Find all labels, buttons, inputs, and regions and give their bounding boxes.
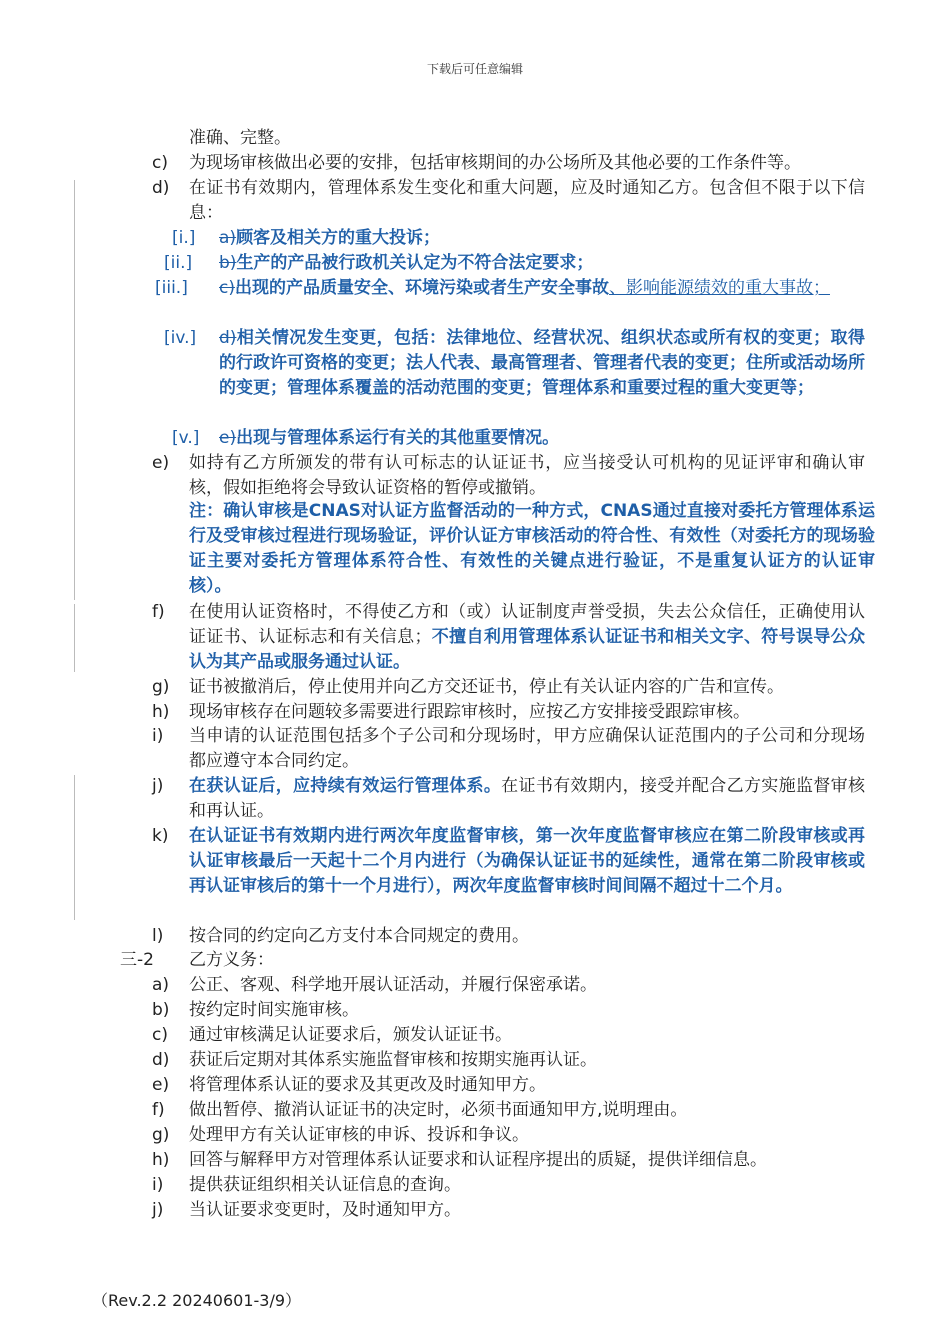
item-text: 通过审核满足认证要求后，颁发认证证书。 (189, 1025, 512, 1045)
deleted-label: e) (219, 428, 237, 448)
item-text-plain: 在证书有效期内，接受并配合乙方实施监督审核和再认证。 (189, 776, 866, 821)
sub-item (219, 276, 865, 301)
item-text: 如持有乙方所颁发的带有认可标志的认证证书，应当接受认可机构的见证评审和确认审核，假如拒绝将会导致认证资格的暂停或撤销。 (189, 453, 865, 498)
item-label: a) (152, 975, 170, 995)
item-text-plain: 在使用认证资格时，不得使乙方和（或）认证制度声誉受损，失去公众信任，正确使用认证证书、认证标志和有关信息； (189, 602, 865, 647)
sub-item-text: 出现的产品质量安全、环境污染或者生产安全事故 (234, 278, 609, 298)
deleted-label: c) (219, 278, 235, 298)
item-text: 提供获证组织相关认证信息的查询。 (189, 1175, 461, 1195)
deleted-label: d) (219, 328, 237, 348)
item-text: 为现场审核做出必要的安排，包括审核期间的办公场所及其他必要的工作条件等。 (189, 153, 801, 173)
item-label: j) (152, 1200, 164, 1220)
sub-item (219, 426, 869, 451)
change-bar (74, 775, 75, 920)
item-label: f) (152, 1100, 165, 1120)
item-text: 在认证证书有效期内进行两次年度监督审核，第一次年度监督审核应在第二阶段审核或再认证审核最后一天起十二个月内进行（为确保认证证书的延续性，通常在第二阶段审核或再认证审核后的第十一个月进行），两次年度监督审核时间间隔不超过十二个月。 (189, 826, 865, 896)
item-text-blue: 在获认证后，应持续有效运行管理体系。 (189, 776, 502, 796)
item-label: b) (152, 1000, 170, 1020)
item-text: 证书被撤消后，停止使用并向乙方交还证书，停止有关认证内容的广告和宣传。 (189, 677, 784, 697)
item-label: c) (152, 1025, 168, 1045)
item-label: i) (152, 1175, 164, 1195)
item-text: 回答与解释甲方对管理体系认证要求和认证程序提出的质疑，提供详细信息。 (189, 1150, 767, 1170)
item-label: g) (152, 1125, 170, 1145)
item-text (189, 600, 865, 675)
note-text: 注：确认审核是CNAS对认证方监督活动的一种方式，CNAS通过直接对委托方管理体系运行及受审核过程进行现场验证，评价认证方审核活动的符合性、有效性（对委托方的现场验证主要对委托方管理体系符合性、有效性的关键点进行验证，不是重复认证方的认证审核）。 (189, 501, 875, 596)
continuation-text: 准确、完整。 (189, 128, 291, 148)
change-bar (74, 180, 75, 600)
item-label: e) (152, 1075, 170, 1095)
sub-item (219, 226, 869, 251)
item-label: f) (152, 602, 165, 622)
item-label: i) (152, 726, 164, 746)
item-label: d) (152, 1050, 170, 1070)
sub-item-text: 出现与管理体系运行有关的其他重要情况。 (236, 428, 560, 448)
item-label: j) (152, 776, 164, 796)
item-text: 现场审核存在问题较多需要进行跟踪审核时，应按乙方安排接受跟踪审核。 (189, 702, 750, 722)
sub-item (219, 251, 869, 276)
item-label: g) (152, 677, 170, 697)
page-footer: （Rev.2.2 20240601-3/9） (92, 1291, 302, 1310)
item-text: 在证书有效期内，管理体系发生变化和重大问题，应及时通知乙方。包含但不限于以下信息： (189, 178, 865, 223)
item-label: d) (152, 178, 170, 198)
deleted-label: a) (219, 228, 237, 248)
item-text: 公正、客观、科学地开展认证活动，并履行保密承诺。 (189, 975, 597, 995)
item-text (189, 774, 865, 824)
list-number-mark: [iii.] (155, 278, 188, 298)
section-title: 乙方义务： (189, 950, 274, 970)
inserted-text: 、影响能源绩效的重大事故； (608, 278, 830, 298)
change-bar (74, 604, 75, 672)
item-text: 当认证要求变更时，及时通知甲方。 (189, 1200, 461, 1220)
item-label: c) (152, 153, 168, 173)
sub-item-text: 顾客及相关方的重大投诉； (236, 228, 441, 248)
item-text: 将管理体系认证的要求及其更改及时通知甲方。 (189, 1075, 546, 1095)
item-text: 做出暂停、撤消认证证书的决定时，必须书面通知甲方,说明理由。 (189, 1100, 688, 1120)
item-text: 处理甲方有关认证审核的申诉、投诉和争议。 (189, 1125, 529, 1145)
item-label: k) (152, 826, 169, 846)
item-text: 当申请的认证范围包括多个子公司和分现场时，甲方应确保认证范围内的子公司和分现场都应遵守本合同约定。 (189, 726, 865, 771)
sub-item-text: 相关情况发生变更，包括：法律地位、经营状况、组织状态或所有权的变更；取得的行政许可资格的变更；法人代表、最高管理者、管理者代表的变更；住所或活动场所的变更；管理体系覆盖的活动范围的变更；管理体系和重要过程的重大变更等； (219, 328, 865, 398)
item-text: 获证后定期对其体系实施监督审核和按期实施再认证。 (189, 1050, 597, 1070)
sub-item (219, 326, 865, 401)
section-number: 三-2 (120, 950, 154, 970)
page-header: 下载后可任意编辑 (426, 62, 523, 76)
item-text: 按约定时间实施审核。 (189, 1000, 359, 1020)
deleted-label: b) (219, 253, 237, 273)
item-label: l) (152, 926, 164, 946)
item-label: e) (152, 453, 170, 473)
item-label: h) (152, 702, 170, 722)
list-number-mark: [iv.] (164, 328, 197, 348)
list-number-mark: [i.] (172, 228, 196, 248)
item-label: h) (152, 1150, 170, 1170)
list-number-mark: [v.] (172, 428, 200, 448)
sub-item-text: 生产的产品被行政机关认定为不符合法定要求； (236, 253, 594, 273)
list-number-mark: [ii.] (164, 253, 193, 273)
item-text: 按合同的约定向乙方支付本合同规定的费用。 (189, 926, 529, 946)
item-text-blue: 不擅自利用管理体系认证证书和相关文字、符号误导公众认为其产品或服务通过认证。 (189, 627, 866, 672)
